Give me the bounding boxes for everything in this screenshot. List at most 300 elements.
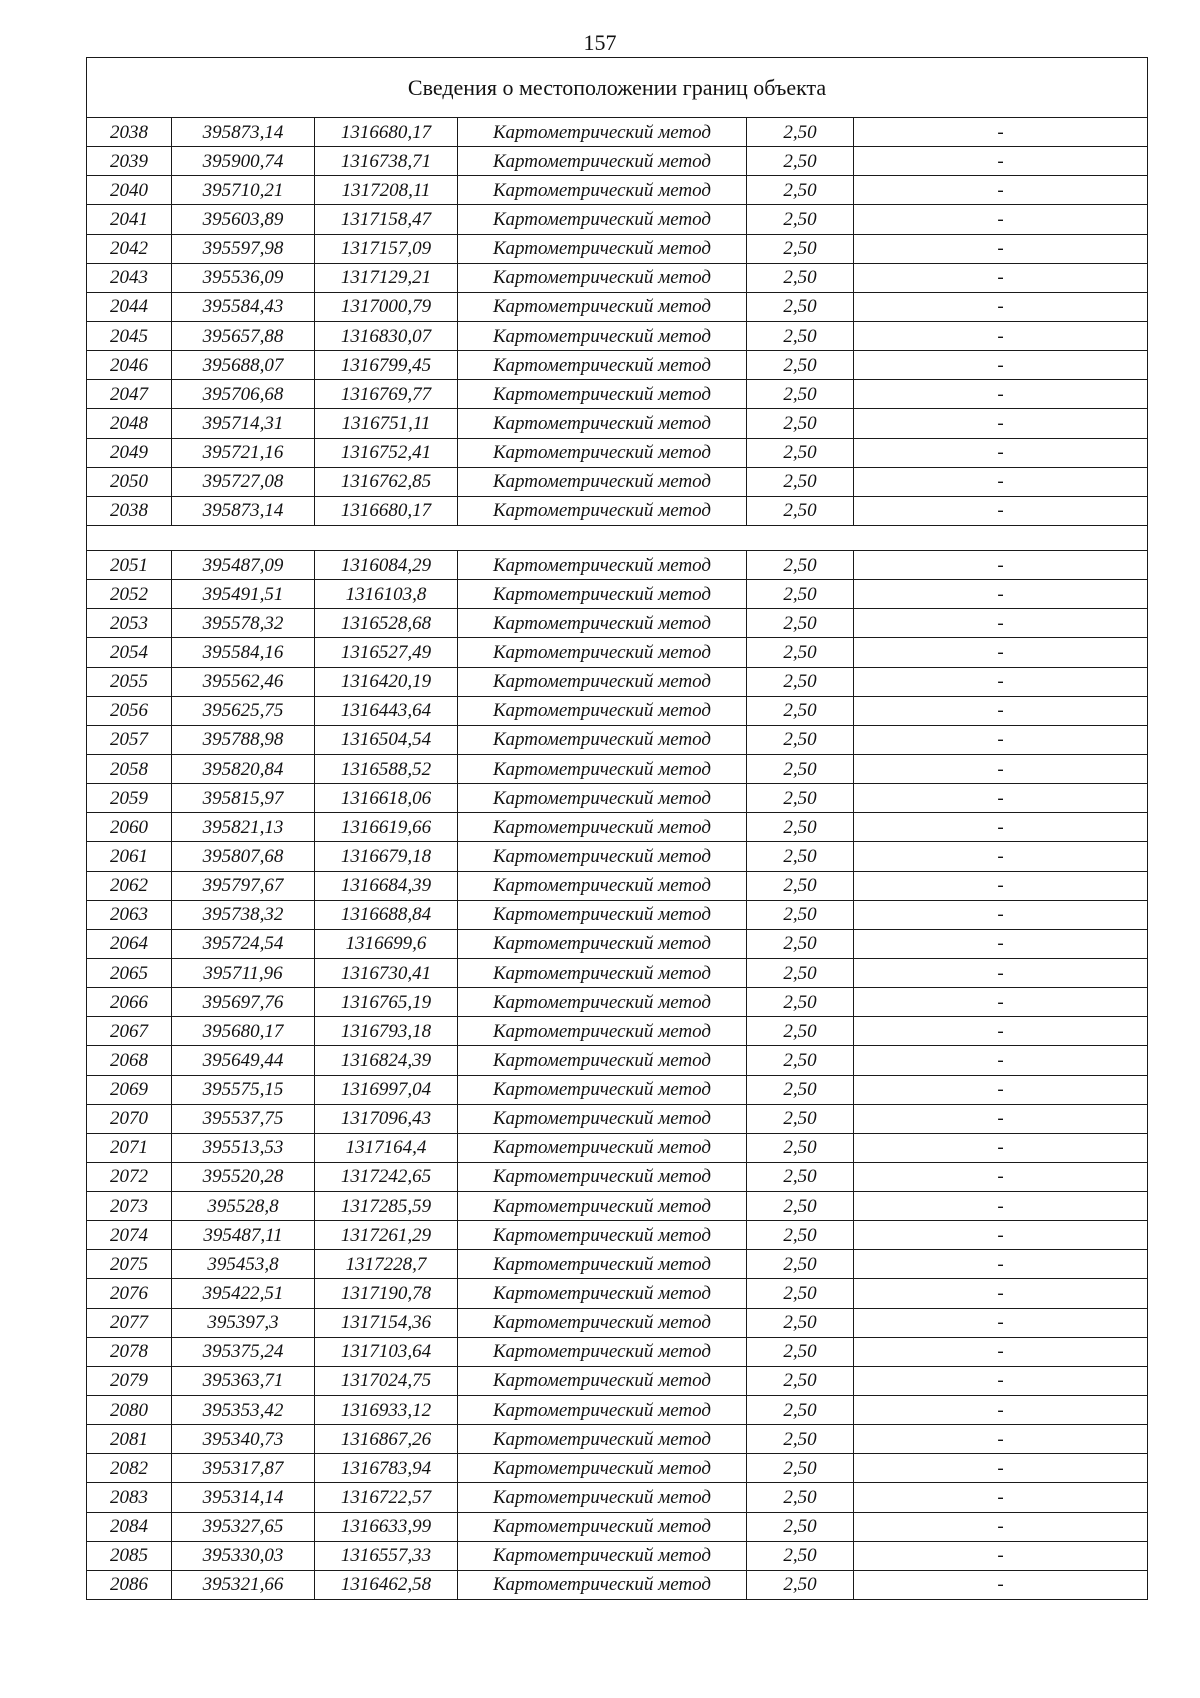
description-cell: -	[854, 550, 1148, 579]
description-cell: -	[854, 263, 1148, 292]
method-cell: Картометрический метод	[458, 1454, 747, 1483]
y-coordinate-cell: 1317261,29	[315, 1221, 458, 1250]
method-cell: Картометрический метод	[458, 1541, 747, 1570]
accuracy-cell: 2,50	[747, 1483, 854, 1512]
point-number-cell: 2068	[87, 1046, 172, 1075]
table-row	[87, 609, 1148, 638]
method-cell: Картометрический метод	[458, 1075, 747, 1104]
x-coordinate-cell: 395327,65	[172, 1512, 315, 1541]
accuracy-cell: 2,50	[747, 1162, 854, 1191]
y-coordinate-cell: 1317164,4	[315, 1133, 458, 1162]
method-cell: Картометрический метод	[458, 667, 747, 696]
table-row	[87, 958, 1148, 987]
method-cell: Картометрический метод	[458, 1337, 747, 1366]
accuracy-cell: 2,50	[747, 380, 854, 409]
table-row	[87, 667, 1148, 696]
table-row	[87, 1337, 1148, 1366]
point-number-cell: 2042	[87, 234, 172, 263]
x-coordinate-cell: 395710,21	[172, 176, 315, 205]
point-number-cell: 2070	[87, 1104, 172, 1133]
table-row	[87, 1396, 1148, 1425]
page-number: 157	[583, 30, 617, 55]
x-coordinate-cell: 395603,89	[172, 205, 315, 234]
description-cell: -	[854, 667, 1148, 696]
x-coordinate-cell: 395788,98	[172, 725, 315, 754]
point-number-cell: 2046	[87, 351, 172, 380]
point-number-cell: 2060	[87, 813, 172, 842]
x-coordinate-cell: 395714,31	[172, 409, 315, 438]
method-cell: Картометрический метод	[458, 118, 747, 147]
y-coordinate-cell: 1317000,79	[315, 292, 458, 321]
table-row	[87, 929, 1148, 958]
x-coordinate-cell: 395562,46	[172, 667, 315, 696]
description-cell: -	[854, 813, 1148, 842]
x-coordinate-cell: 395578,32	[172, 609, 315, 638]
point-number-cell: 2048	[87, 409, 172, 438]
x-coordinate-cell: 395711,96	[172, 958, 315, 987]
description-cell: -	[854, 784, 1148, 813]
accuracy-cell: 2,50	[747, 871, 854, 900]
y-coordinate-cell: 1317157,09	[315, 234, 458, 263]
y-coordinate-cell: 1316618,06	[315, 784, 458, 813]
description-cell: -	[854, 1541, 1148, 1570]
accuracy-cell: 2,50	[747, 1075, 854, 1104]
method-cell: Картометрический метод	[458, 754, 747, 783]
x-coordinate-cell: 395317,87	[172, 1454, 315, 1483]
description-cell: -	[854, 842, 1148, 871]
description-cell: -	[854, 1133, 1148, 1162]
point-number-cell: 2063	[87, 900, 172, 929]
table-row	[87, 118, 1148, 147]
table-row	[87, 696, 1148, 725]
x-coordinate-cell: 395873,14	[172, 118, 315, 147]
point-number-cell: 2086	[87, 1570, 172, 1599]
description-cell: -	[854, 1221, 1148, 1250]
method-cell: Картометрический метод	[458, 409, 747, 438]
method-cell: Картометрический метод	[458, 1279, 747, 1308]
accuracy-cell: 2,50	[747, 609, 854, 638]
y-coordinate-cell: 1316933,12	[315, 1396, 458, 1425]
table-row	[87, 784, 1148, 813]
description-cell: -	[854, 1075, 1148, 1104]
description-cell: -	[854, 988, 1148, 1017]
description-cell: -	[854, 1425, 1148, 1454]
accuracy-cell: 2,50	[747, 292, 854, 321]
description-cell: -	[854, 900, 1148, 929]
x-coordinate-cell: 395513,53	[172, 1133, 315, 1162]
description-cell: -	[854, 580, 1148, 609]
method-cell: Картометрический метод	[458, 1512, 747, 1541]
accuracy-cell: 2,50	[747, 725, 854, 754]
point-number-cell: 2059	[87, 784, 172, 813]
accuracy-cell: 2,50	[747, 1221, 854, 1250]
description-cell: -	[854, 696, 1148, 725]
method-cell: Картометрический метод	[458, 609, 747, 638]
point-number-cell: 2078	[87, 1337, 172, 1366]
accuracy-cell: 2,50	[747, 1133, 854, 1162]
description-cell: -	[854, 1396, 1148, 1425]
point-number-cell: 2085	[87, 1541, 172, 1570]
description-cell: -	[854, 1454, 1148, 1483]
point-number-cell: 2053	[87, 609, 172, 638]
description-cell: -	[854, 1104, 1148, 1133]
point-number-cell: 2052	[87, 580, 172, 609]
accuracy-cell: 2,50	[747, 1308, 854, 1337]
accuracy-cell: 2,50	[747, 1104, 854, 1133]
table-body	[87, 58, 1148, 1600]
method-cell: Картометрический метод	[458, 1046, 747, 1075]
x-coordinate-cell: 395340,73	[172, 1425, 315, 1454]
y-coordinate-cell: 1316738,71	[315, 147, 458, 176]
table-row	[87, 176, 1148, 205]
x-coordinate-cell: 395721,16	[172, 438, 315, 467]
description-cell: -	[854, 958, 1148, 987]
accuracy-cell: 2,50	[747, 988, 854, 1017]
accuracy-cell: 2,50	[747, 784, 854, 813]
accuracy-cell: 2,50	[747, 205, 854, 234]
description-cell: -	[854, 496, 1148, 525]
method-cell: Картометрический метод	[458, 900, 747, 929]
accuracy-cell: 2,50	[747, 1017, 854, 1046]
table-row	[87, 1570, 1148, 1599]
method-cell: Картометрический метод	[458, 1483, 747, 1512]
method-cell: Картометрический метод	[458, 929, 747, 958]
point-number-cell: 2057	[87, 725, 172, 754]
accuracy-cell: 2,50	[747, 1541, 854, 1570]
x-coordinate-cell: 395821,13	[172, 813, 315, 842]
description-cell: -	[854, 1337, 1148, 1366]
point-number-cell: 2077	[87, 1308, 172, 1337]
method-cell: Картометрический метод	[458, 1366, 747, 1395]
separator-cell	[87, 525, 1148, 550]
description-cell: -	[854, 292, 1148, 321]
point-number-cell: 2069	[87, 1075, 172, 1104]
description-cell: -	[854, 147, 1148, 176]
description-cell: -	[854, 1512, 1148, 1541]
table-row	[87, 292, 1148, 321]
description-cell: -	[854, 1483, 1148, 1512]
method-cell: Картометрический метод	[458, 1133, 747, 1162]
accuracy-cell: 2,50	[747, 496, 854, 525]
method-cell: Картометрический метод	[458, 380, 747, 409]
table-row	[87, 1104, 1148, 1133]
y-coordinate-cell: 1316830,07	[315, 321, 458, 350]
description-cell: -	[854, 929, 1148, 958]
y-coordinate-cell: 1316684,39	[315, 871, 458, 900]
point-number-cell: 2083	[87, 1483, 172, 1512]
y-coordinate-cell: 1316504,54	[315, 725, 458, 754]
method-cell: Картометрический метод	[458, 638, 747, 667]
x-coordinate-cell: 395697,76	[172, 988, 315, 1017]
point-number-cell: 2084	[87, 1512, 172, 1541]
y-coordinate-cell: 1317096,43	[315, 1104, 458, 1133]
description-cell: -	[854, 1192, 1148, 1221]
x-coordinate-cell: 395330,03	[172, 1541, 315, 1570]
method-cell: Картометрический метод	[458, 1104, 747, 1133]
point-number-cell: 2064	[87, 929, 172, 958]
table-row	[87, 1250, 1148, 1279]
x-coordinate-cell: 395537,75	[172, 1104, 315, 1133]
x-coordinate-cell: 395422,51	[172, 1279, 315, 1308]
y-coordinate-cell: 1317129,21	[315, 263, 458, 292]
table-title: Сведения о местоположении границ объекта	[87, 58, 1148, 118]
x-coordinate-cell: 395706,68	[172, 380, 315, 409]
x-coordinate-cell: 395363,71	[172, 1366, 315, 1395]
x-coordinate-cell: 395688,07	[172, 351, 315, 380]
table-row	[87, 380, 1148, 409]
point-number-cell: 2043	[87, 263, 172, 292]
y-coordinate-cell: 1317285,59	[315, 1192, 458, 1221]
y-coordinate-cell: 1316765,19	[315, 988, 458, 1017]
table-row	[87, 409, 1148, 438]
y-coordinate-cell: 1317208,11	[315, 176, 458, 205]
y-coordinate-cell: 1316557,33	[315, 1541, 458, 1570]
table-row	[87, 1541, 1148, 1570]
point-number-cell: 2074	[87, 1221, 172, 1250]
description-cell: -	[854, 118, 1148, 147]
separator-row	[87, 525, 1148, 550]
y-coordinate-cell: 1317158,47	[315, 205, 458, 234]
x-coordinate-cell: 395649,44	[172, 1046, 315, 1075]
point-number-cell: 2044	[87, 292, 172, 321]
point-number-cell: 2040	[87, 176, 172, 205]
description-cell: -	[854, 638, 1148, 667]
description-cell: -	[854, 754, 1148, 783]
x-coordinate-cell: 395584,16	[172, 638, 315, 667]
y-coordinate-cell: 1316730,41	[315, 958, 458, 987]
y-coordinate-cell: 1316633,99	[315, 1512, 458, 1541]
method-cell: Картометрический метод	[458, 496, 747, 525]
description-cell: -	[854, 1570, 1148, 1599]
y-coordinate-cell: 1316588,52	[315, 754, 458, 783]
point-number-cell: 2054	[87, 638, 172, 667]
accuracy-cell: 2,50	[747, 351, 854, 380]
method-cell: Картометрический метод	[458, 147, 747, 176]
table-row	[87, 1425, 1148, 1454]
table-row	[87, 205, 1148, 234]
method-cell: Картометрический метод	[458, 1570, 747, 1599]
description-cell: -	[854, 609, 1148, 638]
point-number-cell: 2056	[87, 696, 172, 725]
y-coordinate-cell: 1316084,29	[315, 550, 458, 579]
x-coordinate-cell: 395724,54	[172, 929, 315, 958]
accuracy-cell: 2,50	[747, 147, 854, 176]
table-row	[87, 754, 1148, 783]
y-coordinate-cell: 1316688,84	[315, 900, 458, 929]
x-coordinate-cell: 395900,74	[172, 147, 315, 176]
method-cell: Картометрический метод	[458, 234, 747, 263]
point-number-cell: 2079	[87, 1366, 172, 1395]
x-coordinate-cell: 395820,84	[172, 754, 315, 783]
y-coordinate-cell: 1316997,04	[315, 1075, 458, 1104]
method-cell: Картометрический метод	[458, 1017, 747, 1046]
y-coordinate-cell: 1316799,45	[315, 351, 458, 380]
method-cell: Картометрический метод	[458, 467, 747, 496]
point-number-cell: 2062	[87, 871, 172, 900]
method-cell: Картометрический метод	[458, 1308, 747, 1337]
method-cell: Картометрический метод	[458, 1192, 747, 1221]
method-cell: Картометрический метод	[458, 580, 747, 609]
x-coordinate-cell: 395536,09	[172, 263, 315, 292]
accuracy-cell: 2,50	[747, 1454, 854, 1483]
point-number-cell: 2039	[87, 147, 172, 176]
point-number-cell: 2050	[87, 467, 172, 496]
y-coordinate-cell: 1316528,68	[315, 609, 458, 638]
y-coordinate-cell: 1317024,75	[315, 1366, 458, 1395]
table-row	[87, 496, 1148, 525]
point-number-cell: 2082	[87, 1454, 172, 1483]
y-coordinate-cell: 1316722,57	[315, 1483, 458, 1512]
table-row	[87, 147, 1148, 176]
accuracy-cell: 2,50	[747, 813, 854, 842]
y-coordinate-cell: 1316462,58	[315, 1570, 458, 1599]
method-cell: Картометрический метод	[458, 696, 747, 725]
table-row	[87, 638, 1148, 667]
table-row	[87, 725, 1148, 754]
method-cell: Картометрический метод	[458, 871, 747, 900]
accuracy-cell: 2,50	[747, 638, 854, 667]
method-cell: Картометрический метод	[458, 263, 747, 292]
description-cell: -	[854, 871, 1148, 900]
x-coordinate-cell: 395353,42	[172, 1396, 315, 1425]
method-cell: Картометрический метод	[458, 725, 747, 754]
y-coordinate-cell: 1316680,17	[315, 118, 458, 147]
description-cell: -	[854, 1017, 1148, 1046]
accuracy-cell: 2,50	[747, 234, 854, 263]
description-cell: -	[854, 351, 1148, 380]
point-number-cell: 2045	[87, 321, 172, 350]
accuracy-cell: 2,50	[747, 1366, 854, 1395]
table-row	[87, 1454, 1148, 1483]
x-coordinate-cell: 395807,68	[172, 842, 315, 871]
y-coordinate-cell: 1317103,64	[315, 1337, 458, 1366]
method-cell: Картометрический метод	[458, 176, 747, 205]
table-row	[87, 1512, 1148, 1541]
method-cell: Картометрический метод	[458, 784, 747, 813]
method-cell: Картометрический метод	[458, 1396, 747, 1425]
x-coordinate-cell: 395397,3	[172, 1308, 315, 1337]
y-coordinate-cell: 1316527,49	[315, 638, 458, 667]
x-coordinate-cell: 395453,8	[172, 1250, 315, 1279]
y-coordinate-cell: 1317228,7	[315, 1250, 458, 1279]
x-coordinate-cell: 395314,14	[172, 1483, 315, 1512]
accuracy-cell: 2,50	[747, 1337, 854, 1366]
table-row	[87, 550, 1148, 579]
x-coordinate-cell: 395487,11	[172, 1221, 315, 1250]
point-number-cell: 2038	[87, 118, 172, 147]
accuracy-cell: 2,50	[747, 754, 854, 783]
table-title-row	[87, 58, 1148, 118]
y-coordinate-cell: 1316103,8	[315, 580, 458, 609]
y-coordinate-cell: 1316443,64	[315, 696, 458, 725]
x-coordinate-cell: 395738,32	[172, 900, 315, 929]
accuracy-cell: 2,50	[747, 409, 854, 438]
table-row	[87, 580, 1148, 609]
accuracy-cell: 2,50	[747, 176, 854, 205]
point-number-cell: 2065	[87, 958, 172, 987]
table-row	[87, 234, 1148, 263]
point-number-cell: 2072	[87, 1162, 172, 1191]
description-cell: -	[854, 467, 1148, 496]
accuracy-cell: 2,50	[747, 842, 854, 871]
y-coordinate-cell: 1316783,94	[315, 1454, 458, 1483]
x-coordinate-cell: 395520,28	[172, 1162, 315, 1191]
point-number-cell: 2038	[87, 496, 172, 525]
y-coordinate-cell: 1316793,18	[315, 1017, 458, 1046]
table-row	[87, 1221, 1148, 1250]
y-coordinate-cell: 1316867,26	[315, 1425, 458, 1454]
accuracy-cell: 2,50	[747, 696, 854, 725]
y-coordinate-cell: 1316699,6	[315, 929, 458, 958]
description-cell: -	[854, 321, 1148, 350]
x-coordinate-cell: 395584,43	[172, 292, 315, 321]
accuracy-cell: 2,50	[747, 958, 854, 987]
point-number-cell: 2080	[87, 1396, 172, 1425]
table-row	[87, 1162, 1148, 1191]
description-cell: -	[854, 1366, 1148, 1395]
accuracy-cell: 2,50	[747, 1396, 854, 1425]
x-coordinate-cell: 395815,97	[172, 784, 315, 813]
description-cell: -	[854, 409, 1148, 438]
description-cell: -	[854, 725, 1148, 754]
accuracy-cell: 2,50	[747, 1512, 854, 1541]
y-coordinate-cell: 1317242,65	[315, 1162, 458, 1191]
y-coordinate-cell: 1317154,36	[315, 1308, 458, 1337]
point-number-cell: 2075	[87, 1250, 172, 1279]
accuracy-cell: 2,50	[747, 1046, 854, 1075]
point-number-cell: 2073	[87, 1192, 172, 1221]
table-row	[87, 1133, 1148, 1162]
accuracy-cell: 2,50	[747, 580, 854, 609]
method-cell: Картометрический метод	[458, 1221, 747, 1250]
x-coordinate-cell: 395680,17	[172, 1017, 315, 1046]
x-coordinate-cell: 395575,15	[172, 1075, 315, 1104]
description-cell: -	[854, 234, 1148, 263]
table-row	[87, 900, 1148, 929]
y-coordinate-cell: 1316752,41	[315, 438, 458, 467]
table-row	[87, 1017, 1148, 1046]
table-row	[87, 1046, 1148, 1075]
method-cell: Картометрический метод	[458, 813, 747, 842]
method-cell: Картометрический метод	[458, 550, 747, 579]
method-cell: Картометрический метод	[458, 842, 747, 871]
table-row	[87, 351, 1148, 380]
x-coordinate-cell: 395873,14	[172, 496, 315, 525]
point-number-cell: 2066	[87, 988, 172, 1017]
point-number-cell: 2061	[87, 842, 172, 871]
accuracy-cell: 2,50	[747, 1279, 854, 1308]
method-cell: Картометрический метод	[458, 958, 747, 987]
x-coordinate-cell: 395321,66	[172, 1570, 315, 1599]
point-number-cell: 2071	[87, 1133, 172, 1162]
table-row	[87, 842, 1148, 871]
accuracy-cell: 2,50	[747, 1570, 854, 1599]
description-cell: -	[854, 380, 1148, 409]
description-cell: -	[854, 438, 1148, 467]
method-cell: Картометрический метод	[458, 351, 747, 380]
x-coordinate-cell: 395797,67	[172, 871, 315, 900]
table-row	[87, 988, 1148, 1017]
y-coordinate-cell: 1316680,17	[315, 496, 458, 525]
point-number-cell: 2051	[87, 550, 172, 579]
method-cell: Картометрический метод	[458, 292, 747, 321]
y-coordinate-cell: 1316769,77	[315, 380, 458, 409]
table-row	[87, 1192, 1148, 1221]
y-coordinate-cell: 1316824,39	[315, 1046, 458, 1075]
point-number-cell: 2049	[87, 438, 172, 467]
point-number-cell: 2041	[87, 205, 172, 234]
method-cell: Картометрический метод	[458, 1425, 747, 1454]
